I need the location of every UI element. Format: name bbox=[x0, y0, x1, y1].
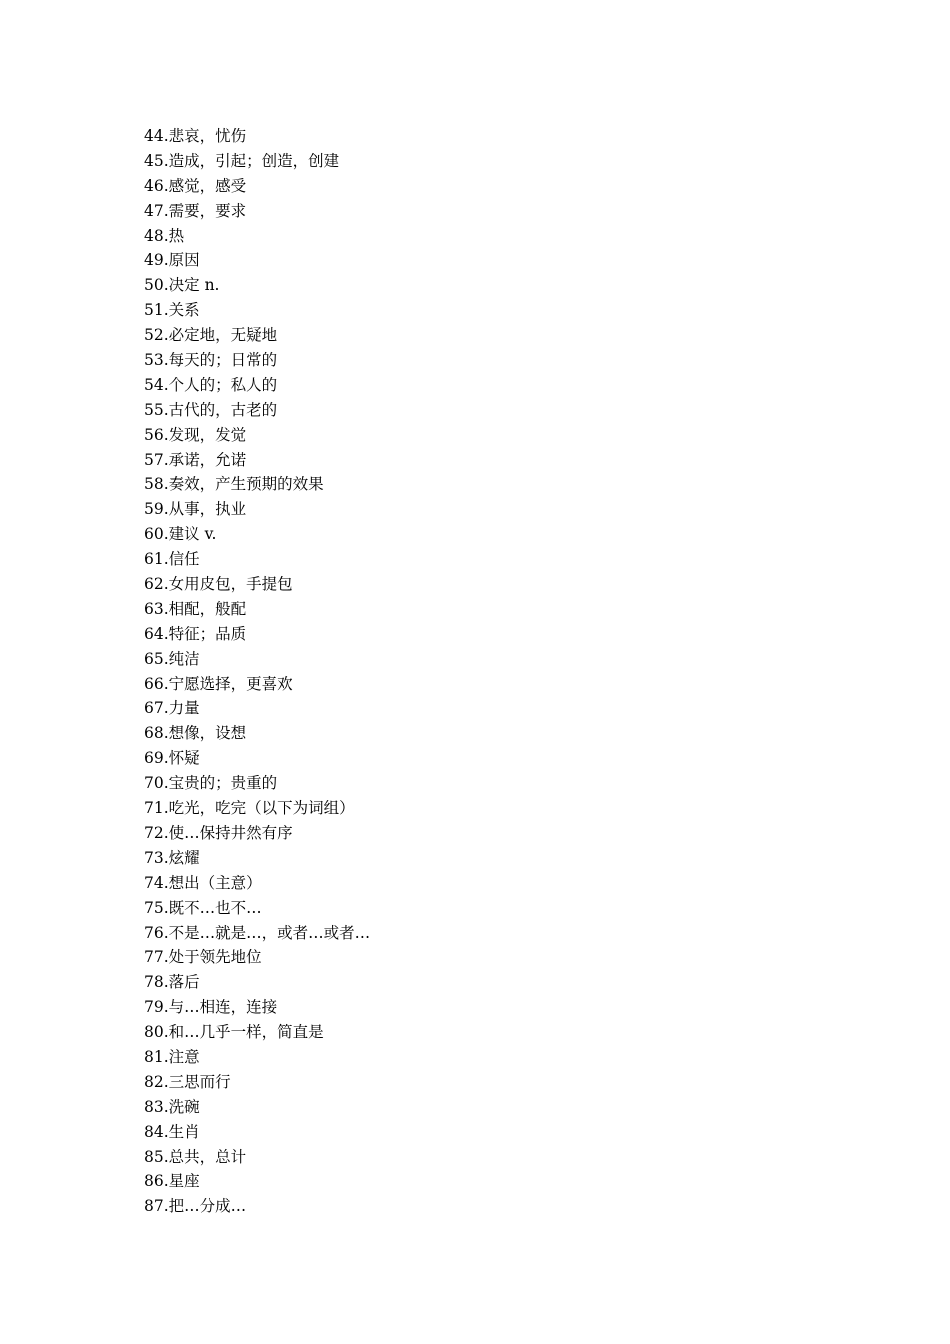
list-item: 71.吃光，吃完（以下为词组） bbox=[144, 799, 355, 818]
list-item: 68.想像，设想 bbox=[144, 724, 247, 743]
list-item: 82.三思而行 bbox=[144, 1072, 231, 1091]
list-item: 46.感觉，感受 bbox=[144, 176, 247, 195]
list-item: 52.必定地，无疑地 bbox=[144, 326, 278, 345]
list-item: 60.建议 v. bbox=[144, 525, 217, 544]
list-item: 59.从事，执业 bbox=[144, 500, 247, 519]
list-item: 53.每天的；日常的 bbox=[144, 351, 278, 370]
list-item: 75.既不…也不… bbox=[144, 898, 262, 917]
list-item: 63.相配，般配 bbox=[144, 599, 247, 618]
list-item: 70.宝贵的；贵重的 bbox=[144, 774, 278, 793]
list-item: 73.炫耀 bbox=[144, 848, 200, 867]
list-item: 79.与…相连，连接 bbox=[144, 998, 278, 1017]
list-item: 72.使…保持井然有序 bbox=[144, 823, 293, 842]
list-item: 86.星座 bbox=[144, 1172, 200, 1191]
vocabulary-list bbox=[144, 124, 370, 1219]
list-item: 87.把…分成… bbox=[144, 1197, 247, 1216]
list-item: 47.需要，要求 bbox=[144, 201, 247, 220]
list-item: 44.悲哀，忧伤 bbox=[144, 127, 247, 145]
list-item: 54.个人的；私人的 bbox=[144, 375, 278, 394]
list-item: 62.女用皮包，手提包 bbox=[144, 575, 293, 594]
list-item: 84.生肖 bbox=[144, 1122, 200, 1141]
list-item: 45.造成，引起；创造，创建 bbox=[144, 151, 340, 170]
list-item: 76.不是…就是…，或者…或者… bbox=[144, 923, 371, 942]
list-item: 81.注意 bbox=[144, 1047, 200, 1066]
list-item: 55.古代的，古老的 bbox=[144, 400, 278, 419]
list-item: 69.怀疑 bbox=[144, 749, 200, 768]
list-item: 56.发现，发觉 bbox=[144, 425, 247, 444]
list-item: 85.总共，总计 bbox=[144, 1147, 247, 1166]
list-item: 78.落后 bbox=[144, 973, 200, 992]
list-item: 67.力量 bbox=[144, 699, 200, 718]
list-item: 77.处于领先地位 bbox=[144, 948, 262, 967]
list-item: 51.关系 bbox=[144, 301, 200, 320]
list-item: 61.信任 bbox=[144, 550, 200, 569]
list-item: 80.和…几乎一样，简直是 bbox=[144, 1023, 324, 1042]
list-item: 83.洗碗 bbox=[144, 1097, 200, 1116]
list-item: 48.热 bbox=[144, 226, 185, 245]
list-item: 49.原因 bbox=[144, 251, 200, 270]
list-item: 57.承诺，允诺 bbox=[144, 450, 247, 469]
list-item: 50.决定 n. bbox=[144, 276, 220, 295]
list-item: 65.纯洁 bbox=[144, 649, 200, 668]
list-item: 74.想出（主意） bbox=[144, 873, 262, 892]
list-item: 64.特征；品质 bbox=[144, 624, 247, 643]
list-item: 58.奏效，产生预期的效果 bbox=[144, 475, 324, 494]
list-item: 66.宁愿选择，更喜欢 bbox=[144, 674, 293, 693]
